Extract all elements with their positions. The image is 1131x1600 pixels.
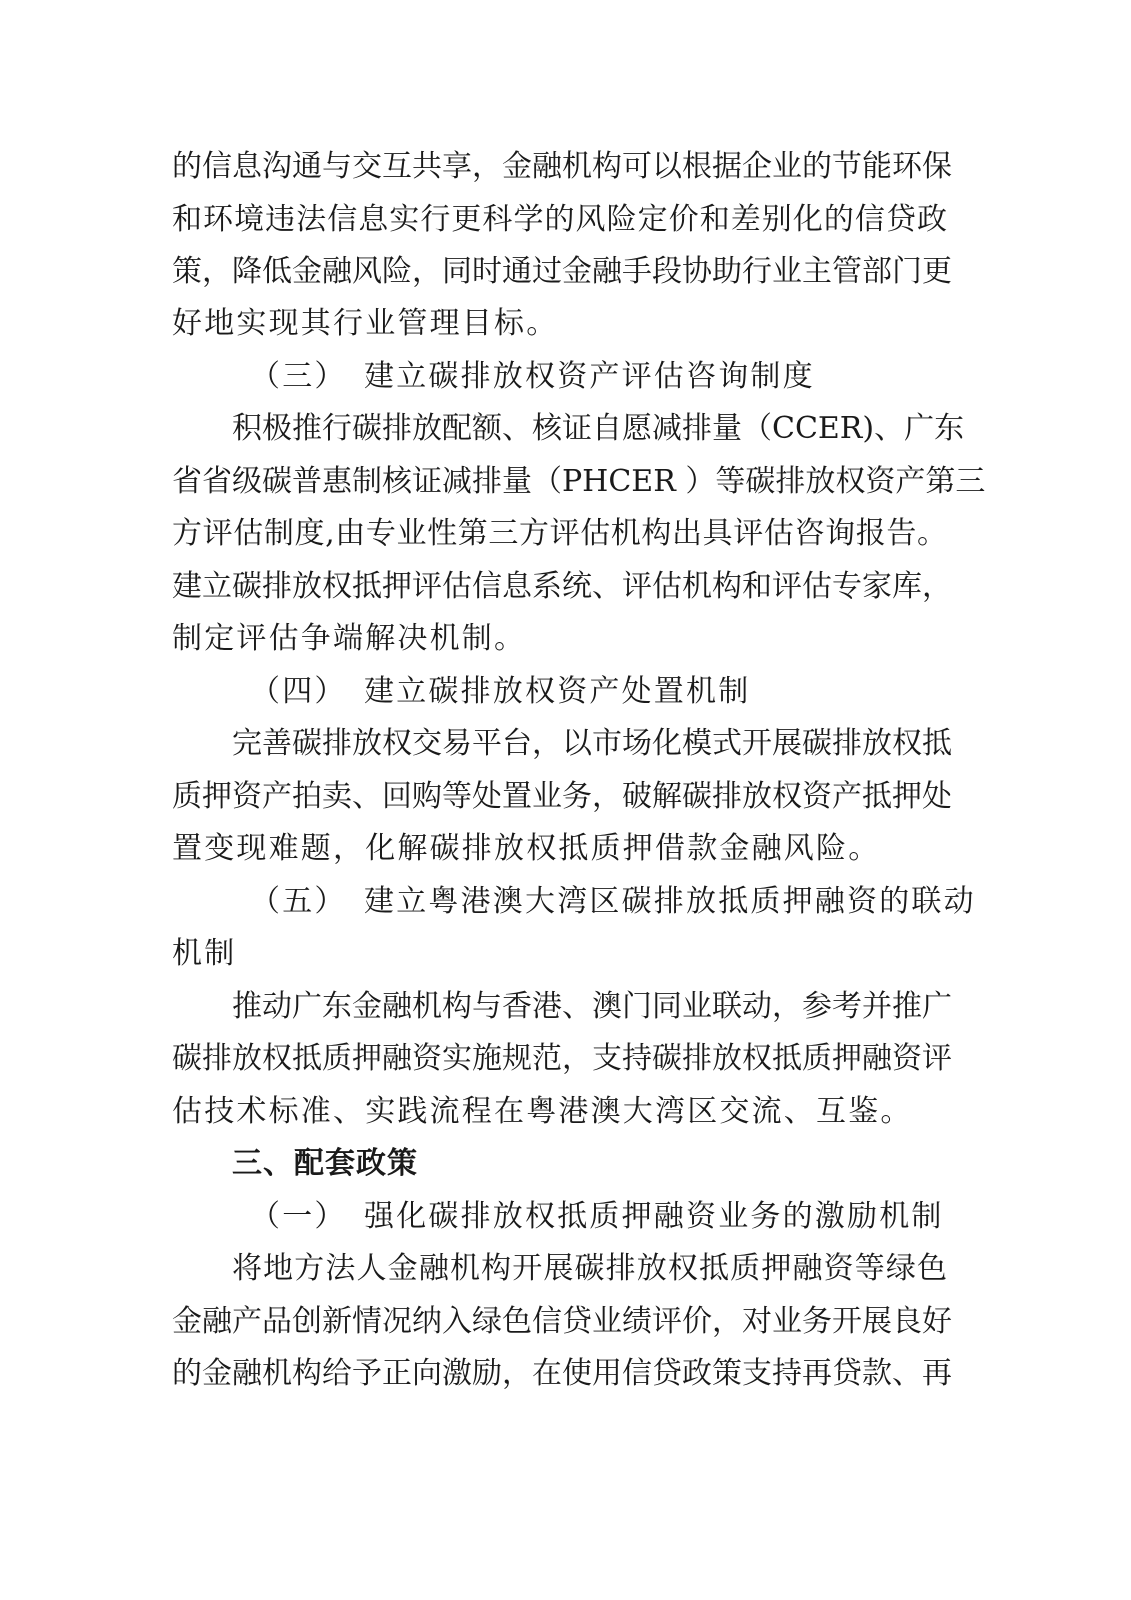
section-number: （三） xyxy=(250,359,347,394)
section-number: （一） xyxy=(250,1199,347,1234)
paragraph-line: 和环境违法信息实行更科学的风险定价和差别化的信贷政 xyxy=(172,202,947,237)
section-title: 建立碳排放权资产评估咨询制度 xyxy=(364,359,815,394)
paragraph-line: 制定评估争端解决机制。 xyxy=(172,621,527,656)
paragraph-line: 方评估制度,由专业性第三方评估机构出具评估咨询报告。 xyxy=(172,516,947,551)
section-title: 建立粤港澳大湾区碳排放抵质押融资的联动 xyxy=(364,884,976,919)
paragraph-line: 碳排放权抵质押融资实施规范，支持碳排放权抵质押融资评 xyxy=(172,1041,952,1076)
section-title: 强化碳排放权抵质押融资业务的激励机制 xyxy=(364,1199,944,1234)
paragraph-line: 完善碳排放权交易平台，以市场化模式开展碳排放权抵 xyxy=(232,726,952,761)
paragraph-line: 金融产品创新情况纳入绿色信贷业绩评价，对业务开展良好 xyxy=(172,1304,952,1339)
section-number: （四） xyxy=(250,674,347,709)
section-heading-3 xyxy=(250,351,950,403)
section-title: 建立碳排放权资产处置机制 xyxy=(364,674,751,709)
section-heading-c3-1 xyxy=(250,1191,950,1243)
paragraph-line: 估技术标准、实践流程在粤港澳大湾区交流、互鉴。 xyxy=(172,1094,913,1129)
paragraph-line: 将地方法人金融机构开展碳排放权抵质押融资等绿色 xyxy=(232,1251,947,1286)
paragraph-line: 建立碳排放权抵押评估信息系统、评估机构和评估专家库， xyxy=(172,569,952,604)
section-heading-4 xyxy=(250,666,950,718)
paragraph-line: 积极推行碳排放配额、核证自愿减排量（CCER)、广东 xyxy=(232,411,965,446)
paragraph-line: 质押资产拍卖、回购等处置业务，破解碳排放权资产抵押处 xyxy=(172,779,952,814)
section-number: （五） xyxy=(250,884,347,919)
section-heading-continuation: 机制 xyxy=(172,936,237,971)
paragraph-line: 推动广东金融机构与香港、澳门同业联动，参考并推广 xyxy=(232,989,952,1024)
paragraph-line: 好地实现其行业管理目标。 xyxy=(172,306,559,341)
paragraph-line: 的金融机构给予正向激励，在使用信贷政策支持再贷款、再 xyxy=(172,1356,952,1391)
chapter-heading: 三、配套政策 xyxy=(232,1146,418,1181)
section-heading-5 xyxy=(250,876,976,928)
paragraph-line: 省省级碳普惠制核证减排量（PHCER ）等碳排放权资产第三 xyxy=(172,464,986,499)
paragraph-line: 置变现难题，化解碳排放权抵质押借款金融风险。 xyxy=(172,831,881,866)
paragraph-line: 的信息沟通与交互共享，金融机构可以根据企业的节能环保 xyxy=(172,149,952,184)
paragraph-line: 策，降低金融风险，同时通过金融手段协助行业主管部门更 xyxy=(172,254,952,289)
